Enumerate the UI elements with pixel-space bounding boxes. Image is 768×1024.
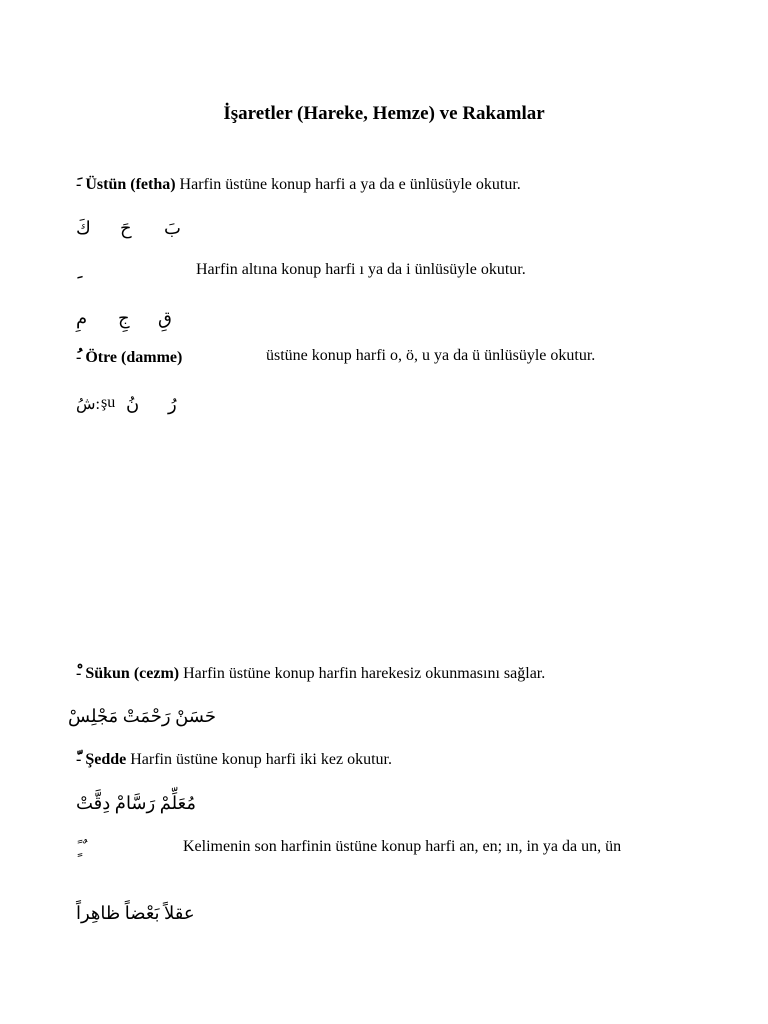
kesre-example: قِ — [158, 308, 172, 328]
fetha-example: حَ — [120, 218, 132, 238]
sukun-mark: ْ- — [76, 665, 82, 682]
tenvin-examples: عقلاً بَعْضاً ظاهِراً — [76, 903, 195, 923]
damme-example: رُ — [168, 394, 177, 414]
damme-example-prefix: شُ: — [76, 396, 100, 413]
sedde-examples: مُعَلِّمْ رَسَّامْ دِقَّتْ — [76, 793, 196, 813]
damme-examples — [76, 394, 206, 418]
fetha-examples — [76, 218, 196, 242]
sukun-line — [76, 663, 545, 683]
sedde-description: Harfin üstüne konup harfi iki kez okutur. — [130, 751, 392, 768]
damme-description: üstüne konup harfi o, ö, u ya da ü ünlüsüyle okutur. — [266, 347, 596, 364]
damme-line — [76, 347, 676, 367]
fetha-heading: Üstün (fetha) — [85, 176, 176, 193]
fetha-example: كَ — [76, 218, 91, 238]
damme-mark: ُ- — [76, 349, 82, 366]
sedde-heading: Şedde — [85, 751, 127, 768]
fetha-description: Harfin üstüne konup harfi a ya da e ünlüsüyle okutur. — [179, 176, 521, 193]
fetha-example: بَ — [164, 218, 181, 238]
tenvin-marks: ً ٍ ٌ — [76, 840, 87, 857]
tenvin-description: Kelimenin son harfinin üstüne konup harfi an, en; ın, in ya da un, ün — [183, 838, 622, 855]
sukun-examples: حَسَنْ رَحْمَتْ مَجْلِسْ — [68, 706, 216, 726]
damme-example-word: şu — [101, 394, 116, 411]
sukun-description: Harfin üstüne konup harfin harekesiz okunmasını sağlar. — [183, 665, 546, 682]
sedde-mark: ّ- — [76, 751, 82, 768]
kesre-description: Harfin altına konup harfi ı ya da i ünlüsüyle okutur. — [196, 261, 526, 278]
page-title: İşaretler (Hareke, Hemze) ve Rakamlar — [223, 103, 545, 124]
sedde-line — [76, 749, 392, 769]
fetha-mark: َ- — [76, 176, 82, 193]
kesre-example: جِ — [118, 308, 130, 328]
kesre-example: مِ — [76, 308, 88, 328]
sukun-heading: Sükun (cezm) — [85, 665, 180, 682]
kesre-examples — [76, 308, 196, 332]
fetha-line — [76, 174, 521, 194]
damme-example: نُ — [126, 394, 140, 414]
damme-heading: Ötre (damme) — [85, 349, 183, 366]
